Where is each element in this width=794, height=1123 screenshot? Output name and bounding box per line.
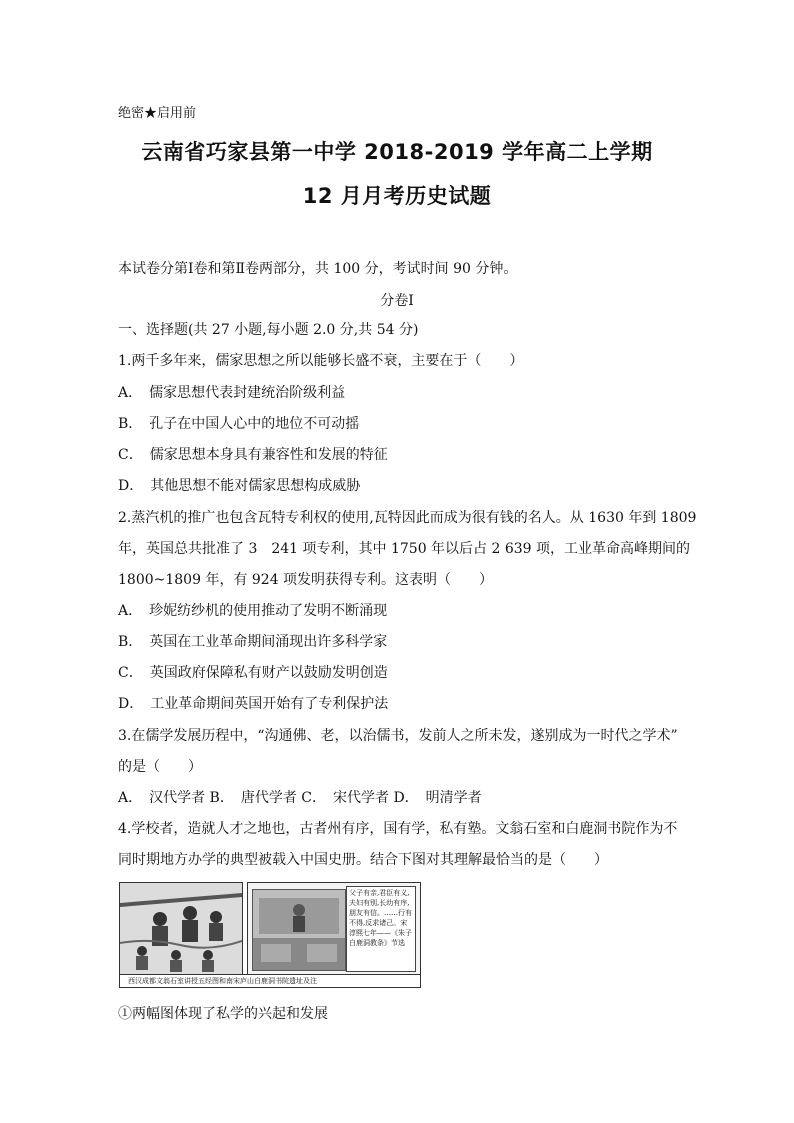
question-2-option-a: A． 珍妮纺纱机的使用推动了发明不断涌现 (118, 603, 388, 619)
question-1-option-d: D． 其他思想不能对儒家思想构成威胁 (118, 478, 361, 494)
section-label: 分卷Ⅰ (380, 293, 414, 309)
figure-caption: 西汉成都文翁石室讲授五经图和南宋庐山白鹿洞书院遗址及注 (119, 974, 421, 988)
part-heading: 一、选择题(共 27 小题,每小题 2.0 分,共 54 分) (118, 322, 419, 338)
lecture-scene-illustration (120, 883, 242, 975)
question-2-stem-line3: 1800~1809 年，有 924 项发明获得专利。这表明（ ） (118, 572, 494, 588)
bailudong-academy-image (247, 882, 421, 976)
question-1-option-a: A． 儒家思想代表封建统治阶级利益 (118, 385, 346, 401)
confidential-mark: 绝密★启用前 (118, 106, 197, 121)
question-4-stem-line2: 同时期地方办学的典型被载入中国史册。结合下图对其理解最恰当的是（ ） (118, 852, 608, 868)
question-2-option-c: C． 英国政府保障私有财产以鼓励发明创造 (118, 665, 388, 681)
question-2-option-d: D． 工业革命期间英国开始有了专利保护法 (118, 696, 389, 712)
exam-intro: 本试卷分第Ⅰ卷和第Ⅱ卷两部分，共 100 分，考试时间 90 分钟。 (118, 261, 518, 277)
question-3-stem-line2: 的是（ ） (118, 759, 202, 775)
question-4-figure (119, 882, 421, 988)
wenweng-stone-hall-image (119, 882, 243, 976)
question-2-stem-line1: 2.蒸汽机的推广也包含瓦特专利权的使用,瓦特因此而成为很有钱的名人。从 1630 年到 1809 (118, 510, 697, 526)
question-1-option-b: B． 孔子在中国人心中的地位不可动摇 (118, 416, 360, 432)
question-3-stem-line1: 3.在儒学发展历程中，“沟通佛、老，以治儒书，发前人之所未发，遂别成为一时代之学术” (118, 728, 678, 744)
question-4-stem-line1: 4.学校者，造就人才之地也，古者州有序，国有学，私有塾。文翁石室和白鹿洞书院作为不 (118, 821, 678, 837)
academy-site-photo (252, 889, 346, 971)
question-1-stem: 1.两千多年来，儒家思想之所以能够长盛不衰，主要在于（ ） (118, 353, 524, 369)
question-1-option-c: C． 儒家思想本身具有兼容性和发展的特征 (118, 447, 388, 463)
question-4-item-1: ①两幅图体现了私学的兴起和发展 (118, 1006, 328, 1022)
exam-title-line1: 云南省巧家县第一中学 2018-2019 学年高二上学期 (141, 140, 653, 164)
question-2-option-b: B． 英国在工业革命期间涌现出许多科学家 (118, 634, 388, 650)
figure-note-text: 父子有亲,君臣有义,夫妇有别,长幼有序,朋友有信。……行有不得,反求诸己。宋淳熙七年——《朱子白鹿洞教条》节选 (346, 886, 416, 972)
question-3-options: A． 汉代学者 B． 唐代学者 C． 宋代学者 D． 明清学者 (118, 790, 482, 806)
exam-title-line2: 12 月月考历史试题 (302, 184, 492, 208)
question-2-stem-line2: 年，英国总共批准了 3 241 项专利，其中 1750 年以后占 2 639 项，工业革命高峰期间的 (118, 541, 691, 557)
